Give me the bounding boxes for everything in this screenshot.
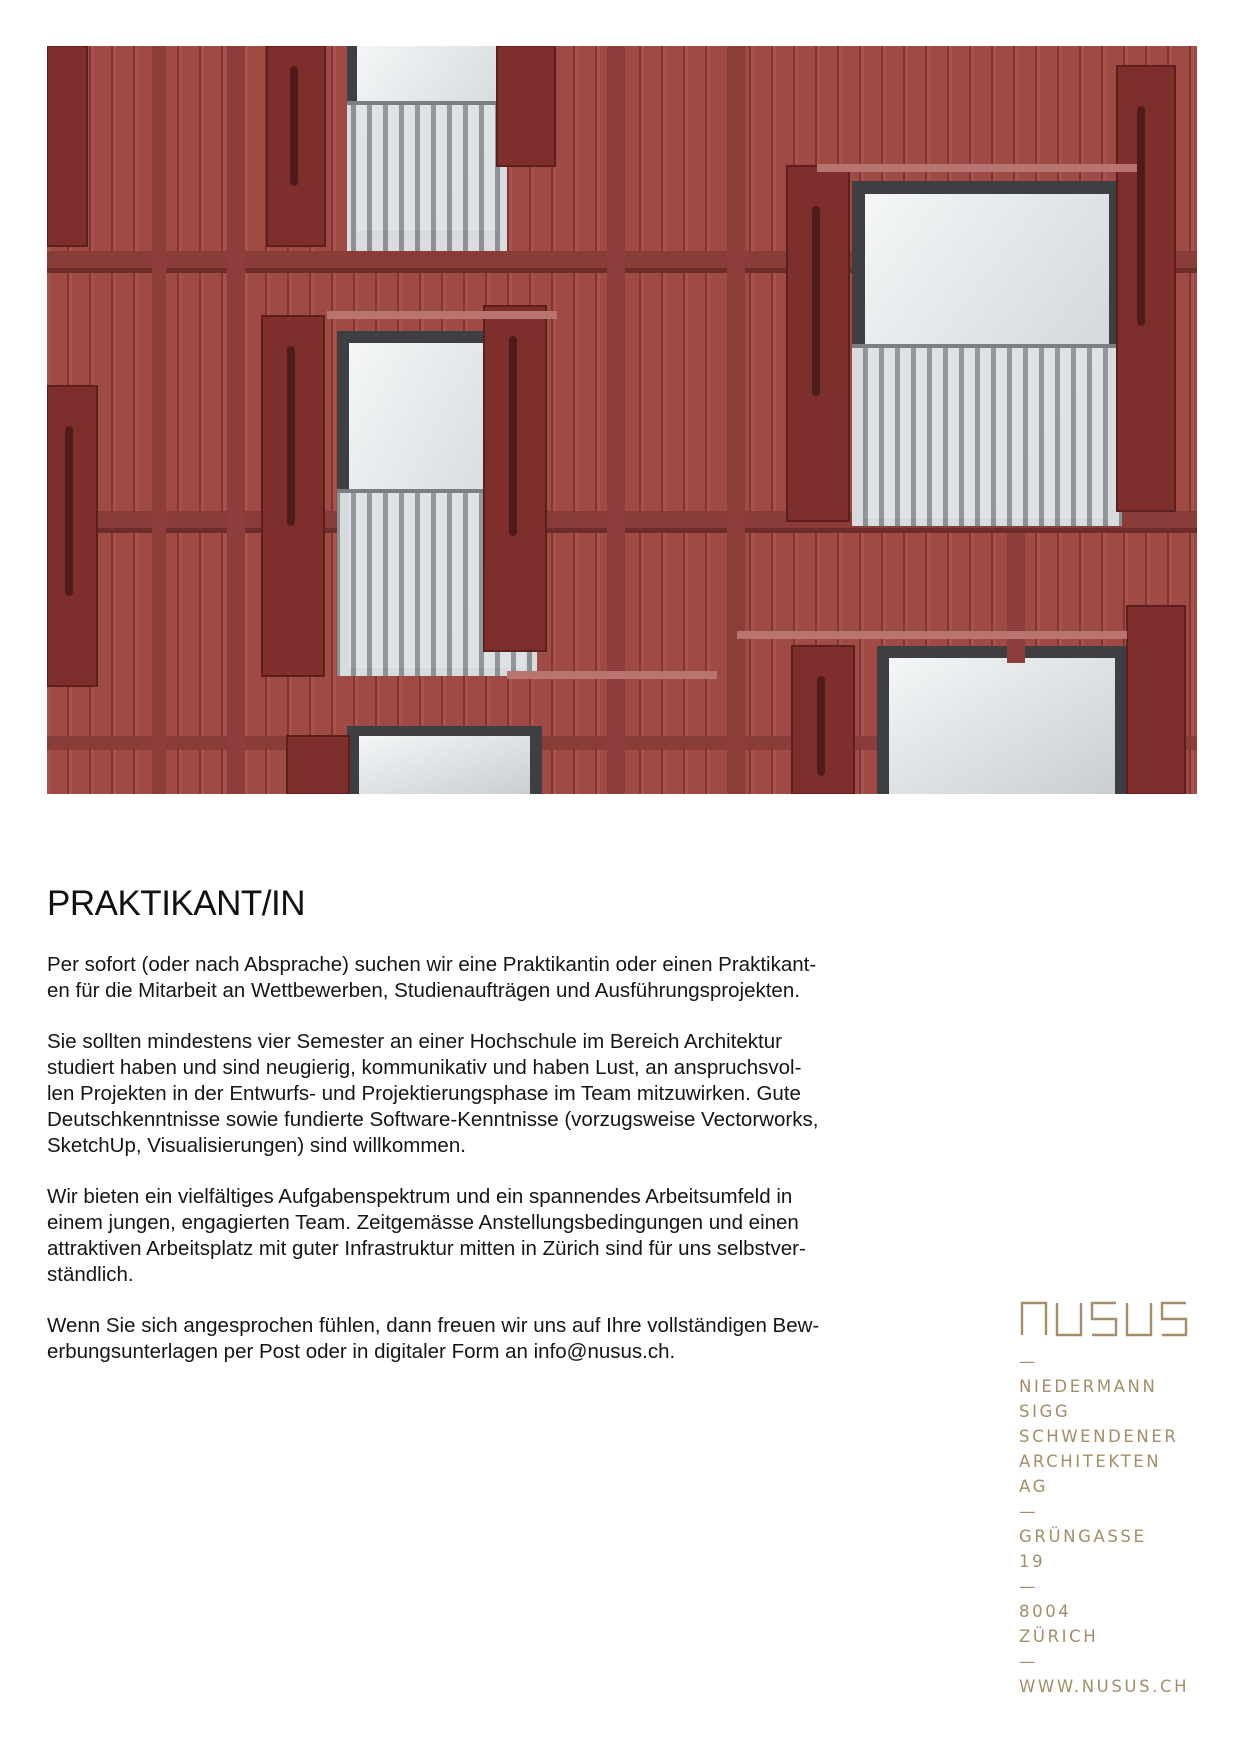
text-line: Wir bieten ein vielfältiges Aufgabenspektrum und ein spannendes Arbeitsumfeld in	[47, 1185, 793, 1209]
text-line: Wenn Sie sich angesprochen fühlen, dann freuen wir uns auf Ihre vollständigen Bew-	[47, 1314, 820, 1338]
text-line: Deutschkenntnisse sowie fundierte Software-Kenntnisse (vorzugsweise Vectorworks,	[47, 1107, 819, 1131]
paragraph-intro	[47, 952, 917, 1004]
separator: —	[1019, 1577, 1036, 1596]
street-line: 19	[1019, 1552, 1046, 1571]
city-address	[1019, 1599, 1219, 1649]
city-line: ZÜRICH	[1019, 1627, 1099, 1646]
company-name-line: AG	[1019, 1477, 1048, 1496]
company-name-line: NIEDERMANN	[1019, 1377, 1158, 1396]
facade-illustration	[47, 46, 1197, 794]
company-name-line: SCHWENDENER	[1019, 1427, 1179, 1446]
company-name-line: ARCHITEKTEN	[1019, 1452, 1162, 1471]
text-line: len Projekten in der Entwurfs- und Projektierungsphase im Team mitzuwirken. Gute	[47, 1081, 801, 1105]
posting-body	[47, 952, 917, 1391]
text-line: erbungsunterlagen per Post oder in digitaler Form an info@nusus.ch.	[47, 1339, 676, 1363]
separator: —	[1019, 1652, 1036, 1671]
hero-photo	[47, 46, 1197, 794]
page-title: PRAKTIKANT/IN	[47, 884, 305, 923]
text-line: Sie sollten mindestens vier Semester an einer Hochschule im Bereich Architektur	[47, 1030, 782, 1054]
company-name	[1019, 1374, 1219, 1499]
street-line: GRÜNGASSE	[1019, 1527, 1147, 1546]
text-line: ständlich.	[47, 1262, 134, 1286]
text-line: SketchUp, Visualisierungen) sind willkommen.	[47, 1133, 466, 1157]
text-line: studiert haben und sind neugierig, kommunikativ und haben Lust, an anspruchsvol-	[47, 1056, 802, 1080]
street-address	[1019, 1524, 1219, 1574]
separator: —	[1019, 1502, 1036, 1521]
text-line: einem jungen, engagierten Team. Zeitgemässe Anstellungsbedingungen und einen	[47, 1210, 799, 1234]
text-line: attraktiven Arbeitsplatz mit guter Infrastruktur mitten in Zürich sind für uns selbstver-	[47, 1236, 806, 1260]
company-sidebar	[1019, 1295, 1219, 1699]
paragraph-application	[47, 1313, 917, 1365]
paragraph-requirements	[47, 1029, 917, 1158]
text-line: Per sofort (oder nach Absprache) suchen wir eine Praktikantin oder einen Praktikant-	[47, 953, 817, 976]
separator: —	[1019, 1352, 1036, 1371]
city-line: 8004	[1019, 1602, 1072, 1621]
company-name-line: SIGG	[1019, 1402, 1071, 1421]
nusus-logo	[1019, 1295, 1189, 1337]
text-line: en für die Mitarbeit an Wettbewerben, Studienaufträgen und Ausführungsprojekten.	[47, 978, 800, 1002]
website-link[interactable]: WWW.NUSUS.CH	[1019, 1677, 1190, 1696]
paragraph-offer	[47, 1184, 917, 1287]
